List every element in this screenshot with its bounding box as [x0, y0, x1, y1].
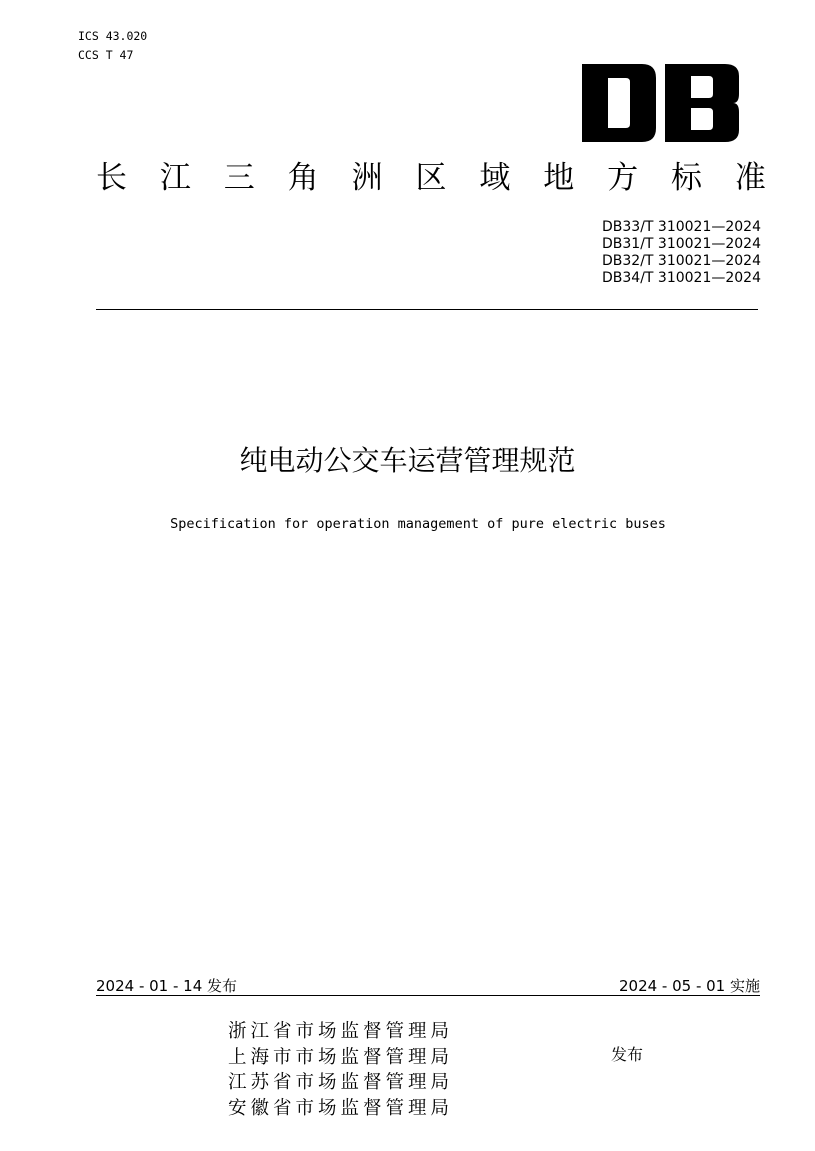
header-divider — [96, 309, 758, 310]
footer-divider — [96, 995, 760, 996]
implementation-date: 2024 - 05 - 01 实施 — [618, 977, 760, 995]
standard-number: DB34/T 310021—2024 — [602, 270, 761, 286]
issue-date: 2024 - 01 - 14 发布 — [96, 977, 238, 995]
standard-type-char: 洲 — [351, 160, 383, 196]
standard-type-char: 域 — [479, 160, 511, 196]
standard-type-char: 三 — [223, 160, 255, 196]
classification-codes — [78, 27, 147, 65]
publisher-name: 上海市市场监督管理局 — [228, 1046, 454, 1068]
standard-number: DB31/T 310021—2024 — [602, 236, 761, 252]
standard-type-title — [96, 156, 766, 200]
publish-label: 发布 — [611, 1045, 644, 1064]
publisher-name: 浙江省市场监督管理局 — [228, 1021, 454, 1042]
document-title: 纯电动公交车运营管理规范 — [239, 444, 576, 477]
standard-type-char: 区 — [415, 160, 447, 196]
ics-code: ICS 43.020 — [78, 29, 148, 43]
standard-type-char: 方 — [607, 160, 639, 196]
standard-type-char: 角 — [287, 160, 319, 196]
publisher-list — [228, 1019, 453, 1121]
publisher-name: 江苏省市场监督管理局 — [228, 1072, 454, 1093]
standard-type-char: 准 — [734, 160, 766, 196]
ccs-code: CCS T 47 — [78, 48, 134, 62]
standard-type-char: 长 — [96, 160, 127, 196]
standard-type-char: 江 — [159, 160, 191, 196]
standard-type-char: 地 — [543, 160, 575, 196]
standard-number: DB33/T 310021—2024 — [602, 219, 761, 235]
standard-type-char: 标 — [671, 160, 703, 196]
standard-number: DB32/T 310021—2024 — [602, 253, 761, 269]
document-subtitle: Specification for operation management of pure electric buses — [170, 516, 666, 532]
standard-numbers — [602, 219, 761, 287]
publisher-name: 安徽省市场监督管理局 — [228, 1097, 454, 1119]
db-logo — [582, 64, 739, 142]
